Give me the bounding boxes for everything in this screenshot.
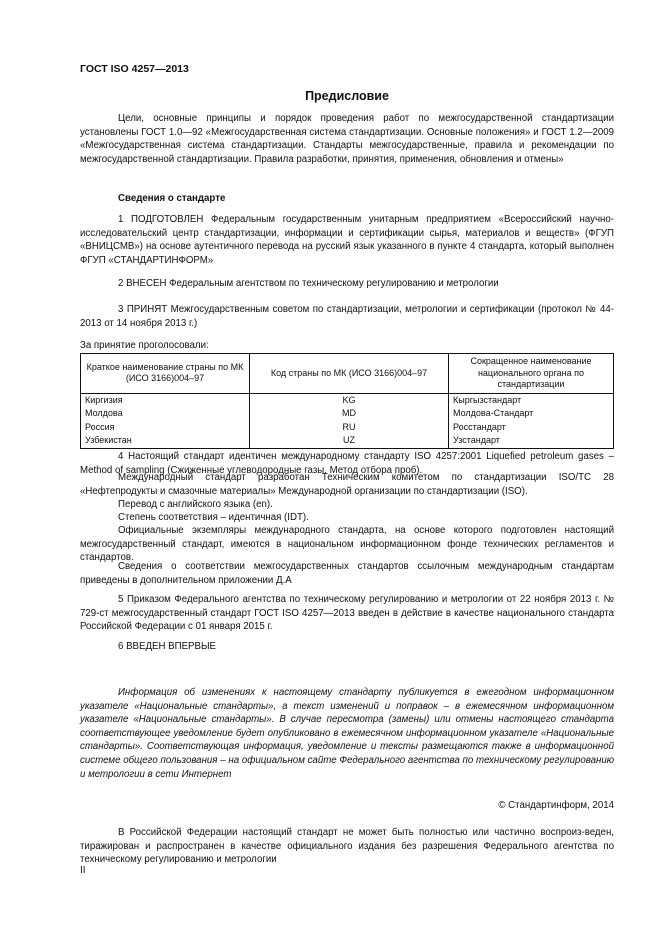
table-cell-code: RU (250, 421, 449, 435)
item-4-references-paragraph: Сведения о соответствии межгосударственных стандартов ссылочным международным стандартам приведены в дополнительном приложении Д.А (80, 561, 614, 586)
item-3-paragraph: 3 ПРИНЯТ Межгосударственным советом по стандартизации, метрологии и сертификации (протокол № 44-2013 от 14 ноября 2013 г.) (80, 304, 614, 329)
vote-caption: За принятие проголосовали: (80, 340, 209, 351)
document-header: ГОСТ ISO 4257—2013 (80, 63, 189, 75)
page-number: II (80, 865, 86, 876)
table-cell-country: Узбекистан (81, 434, 250, 448)
table-cell-country: Молдова (81, 407, 250, 421)
intro-paragraph: Цели, основные принципы и порядок проведения работ по межгосударственной стандартизации установлены ГОСТ 1.0—92 «Межгосударственная система стандартизации. Основные положения» и ГОСТ 1.2—2009 «Межгосударственная система стандартизации. Стандарты межгосударственные, правила и рекомендации по межгосударственной стандартизации. Правила разработки, принятия, применения, обновления и отмены» (80, 113, 614, 165)
table-cell-code: MD (250, 407, 449, 421)
table-cell-country: Киргизия (81, 393, 250, 407)
item-2-paragraph: 2 ВНЕСЕН Федеральным агентством по техническому регулированию и метрологии (118, 278, 499, 289)
countries-table (80, 353, 614, 449)
item-4-paragraph: 4 Настоящий стандарт идентичен международному стандарту ISO 4257:2001 Liquefied petroleum gases – Method of sampling (Сжиженные углеводородные газы. Метод отбора проб). (80, 451, 614, 476)
copyright-notice: © Стандартинформ, 2014 (498, 800, 614, 811)
item-4-official-copies-paragraph: Официальные экземпляры международного стандарта, на основе которого подготовлен настоящий межгосударственный стандарт, имеются в национальном информационном фонде технических регламентов и стандартов. (80, 525, 614, 564)
table-row (81, 407, 614, 421)
table-cell-country: Россия (81, 421, 250, 435)
table-header-row (81, 354, 614, 394)
table-cell-code: KG (250, 393, 449, 407)
column-header-country: Краткое наименование страны по МК (ИСО 3166)004–97 (81, 354, 250, 394)
info-heading: Сведения о стандарте (118, 193, 226, 204)
table-cell-body: Росстандарт (449, 421, 614, 435)
table-cell-body: Молдова-Стандарт (449, 407, 614, 421)
item-1-paragraph: 1 ПОДГОТОВЛЕН Федеральным государственным унитарным предприятием «Всероссийский научно-исследовательский центр стандартизации, информации и сертификации сырья, материалов и веществ» (ФГУП «ВНИЦСМВ») на основе аутентичного перевода на русский язык указанного в пункте 4 стандарта, который выполнен ФГУП «СТАНДАРТИНФОРМ» (80, 214, 614, 266)
item-4-committee-paragraph: Международный стандарт разработан Техническим комитетом по стандартизации ISO/TC 28 «Нефтепродукты и смазочные материалы» Международной организации по стандартизации (ISO). (80, 472, 614, 497)
reproduction-notice: В Российской Федерации настоящий стандарт не может быть полностью или частично воспроиз-веден, тиражирован и распространен в качестве официального издания без разрешения Федерального агентства по техническому регулированию и метрологии (80, 827, 614, 866)
page-title: Предисловие (305, 89, 389, 103)
table-row (81, 393, 614, 407)
column-header-code: Код страны по МК (ИСО 3166)004–97 (250, 354, 449, 394)
changes-notice: Информация об изменениях к настоящему стандарту публикуется в ежегодном информационном указателе «Национальные стандарты», а текст изменений и поправок – в ежемесячном информационном указателе «Национальные стандарты». В случае пересмотра (замены) или отмены настоящего стандарта соответствующее уведомление будет опубликовано в ежемесячном информационном указателе «Национальные стандарты». Соответствующая информация, уведомление и тексты размещаются также в информационной системе общего пользования – на официальном сайте Федерального агентства по техническому регулированию и метрологии в сети Интернет (80, 687, 614, 780)
table-cell-body: Узстандарт (449, 434, 614, 448)
item-6-paragraph: 6 ВВЕДЕН ВПЕРВЫЕ (118, 641, 217, 652)
item-5-paragraph: 5 Приказом Федерального агентства по техническому регулированию и метрологии от 22 ноября 2013 г. № 729-ст межгосударственный стандарт ГОСТ ISO 4257—2013 введен в действие в качестве национального стандарта Российской Федерации с 01 января 2015 г. (80, 594, 614, 633)
item-4-conformity-paragraph: Степень соответствия – идентичная (IDT). (118, 512, 309, 523)
item-4-translation-paragraph: Перевод с английского языка (en). (118, 499, 273, 510)
table-cell-code: UZ (250, 434, 449, 448)
table-cell-body: Кыргызстандарт (449, 393, 614, 407)
table-row (81, 434, 614, 448)
column-header-body: Сокращенное наименование национального органа по стандартизации (449, 354, 614, 394)
table-row (81, 421, 614, 435)
